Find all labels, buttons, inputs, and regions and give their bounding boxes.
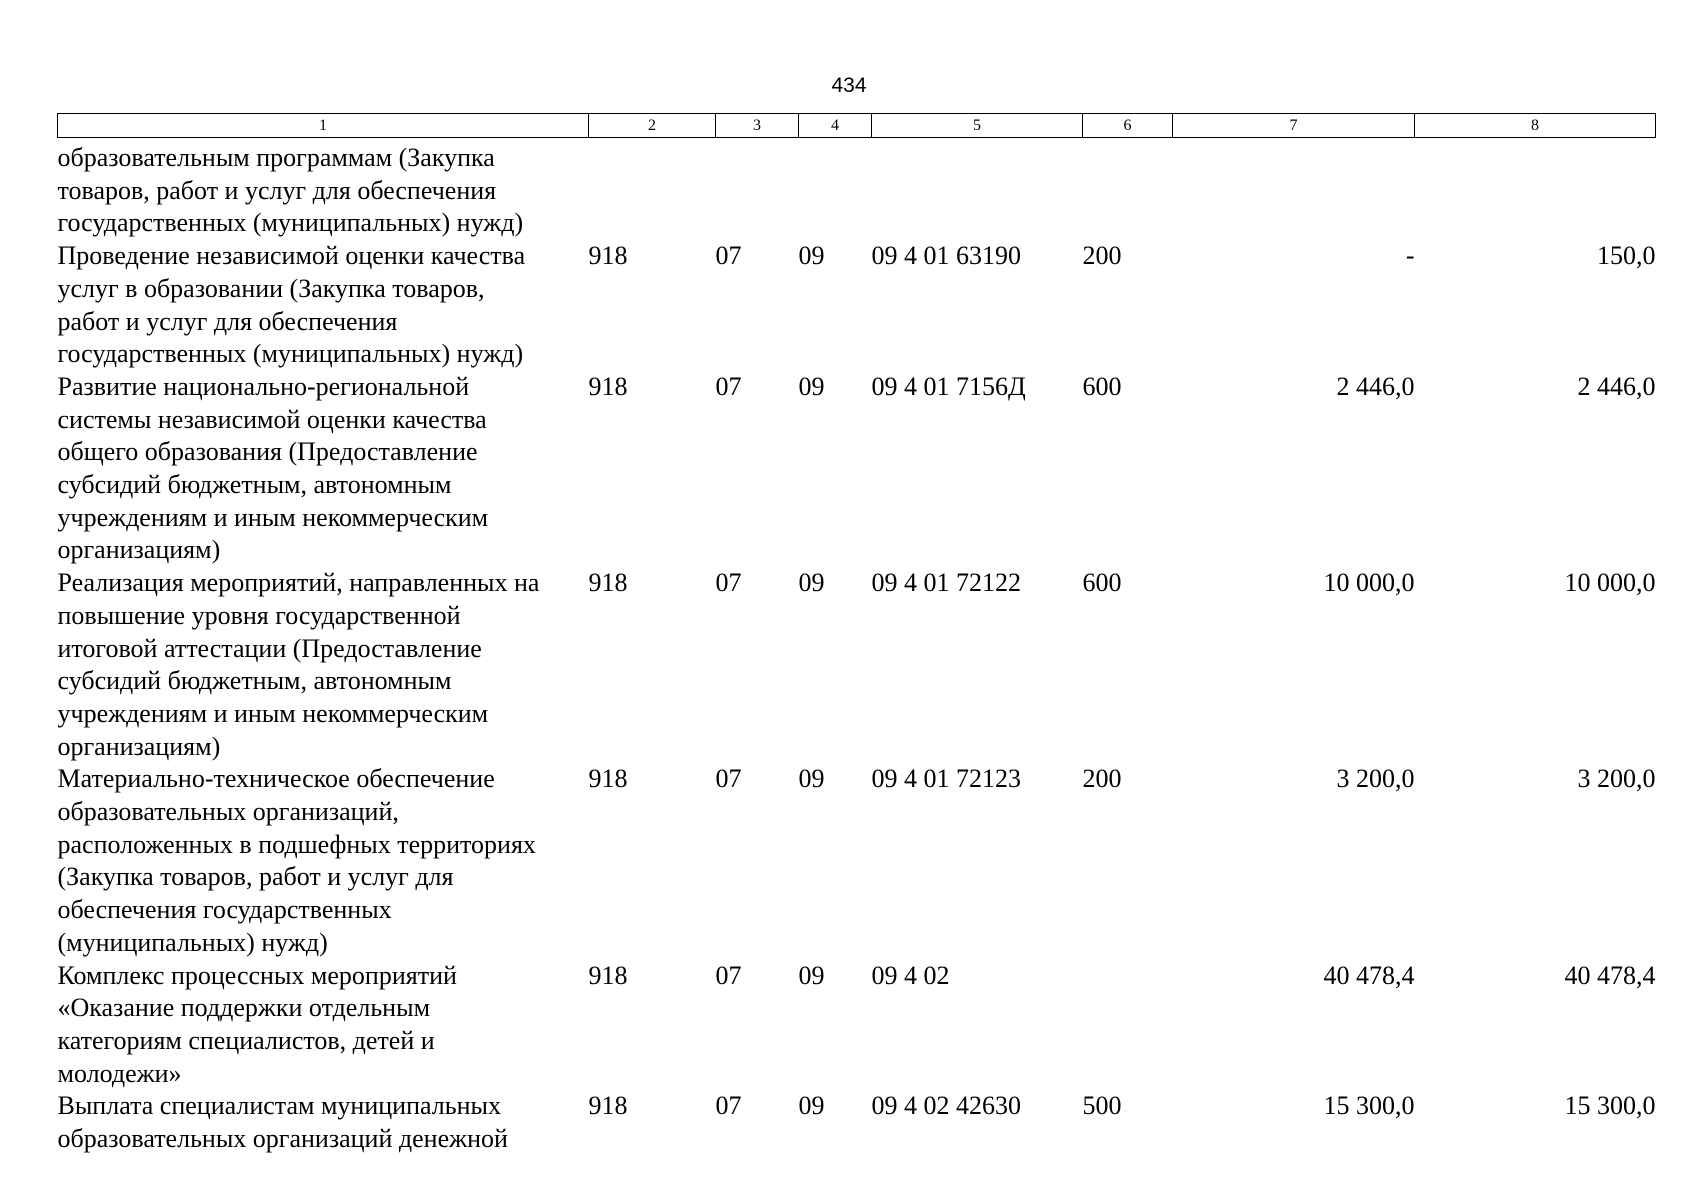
row-name-line: учреждениям и иным некоммерческим <box>57 698 489 728</box>
expense-type-cell: 200 <box>1082 764 1122 794</box>
section-cell: 07 <box>715 960 742 990</box>
row-name <box>58 138 589 241</box>
amount-col7-cell: 40 478,4 <box>1323 960 1415 990</box>
target-article-cell: 09 4 02 <box>871 960 950 990</box>
row-name-line: образовательных организаций, <box>57 797 399 827</box>
row-name <box>58 371 589 567</box>
row-name-line: категориям специалистов, детей и <box>57 1025 435 1055</box>
expense-type-cell <box>1083 138 1173 241</box>
section-cell: 07 <box>715 241 742 271</box>
amount-col7-cell: - <box>1405 241 1415 271</box>
row-name-line: молодежи» <box>57 1058 182 1088</box>
table-row <box>58 371 1656 567</box>
row-name-line: субсидий бюджетным, автономным <box>57 470 452 500</box>
gov-code-cell: 918 <box>588 568 628 598</box>
row-name <box>58 567 589 763</box>
section-cell: 07 <box>715 371 742 401</box>
target-article-cell: 09 4 01 72122 <box>871 568 1021 598</box>
amount-col7-cell <box>1173 138 1415 241</box>
table-row <box>58 567 1656 763</box>
row-name <box>58 763 589 959</box>
amount-col7-cell: 3 200,0 <box>1336 764 1415 794</box>
amount-col8-cell: 40 478,4 <box>1564 960 1656 990</box>
section-cell <box>716 138 799 241</box>
row-name-line: «Оказание поддержки отдельным <box>57 993 431 1023</box>
column-header: 2 <box>589 114 716 138</box>
budget-table <box>57 113 1656 1156</box>
column-number-row <box>58 114 1656 138</box>
table-row <box>58 240 1656 371</box>
row-name-line: Комплекс процессных мероприятий <box>57 960 457 990</box>
table-header <box>58 114 1656 138</box>
subsection-cell: 09 <box>798 960 825 990</box>
row-name-line: Реализация мероприятий, направленных на <box>57 568 540 598</box>
amount-col8-cell: 10 000,0 <box>1564 568 1656 598</box>
row-name <box>58 240 589 371</box>
subsection-cell: 09 <box>798 371 825 401</box>
expense-type-cell: 200 <box>1082 241 1122 271</box>
row-name-line: расположенных в подшефных территориях <box>57 829 536 859</box>
gov-code-cell: 918 <box>588 1091 628 1121</box>
target-article-cell <box>872 138 1083 241</box>
row-name-line: образовательных организаций денежной <box>57 1124 508 1154</box>
row-name-line: системы независимой оценки качества <box>57 404 487 434</box>
row-name-line: услуг в образовании (Закупка товаров, <box>57 273 485 303</box>
amount-col7-cell: 15 300,0 <box>1323 1091 1415 1121</box>
row-name-line: товаров, работ и услуг для обеспечения <box>57 175 497 205</box>
column-header: 3 <box>716 114 799 138</box>
section-cell: 07 <box>715 1091 742 1121</box>
gov-code-cell: 918 <box>588 764 628 794</box>
row-name-line: итоговой аттестации (Предоставление <box>57 633 482 663</box>
amount-col7-cell: 2 446,0 <box>1336 371 1415 401</box>
amount-col7-cell: 10 000,0 <box>1323 568 1415 598</box>
page-number: 434 <box>831 74 867 97</box>
row-name-line: образовательным программам (Закупка <box>57 143 495 172</box>
row-name-line: (Закупка товаров, работ и услуг для <box>57 862 454 892</box>
target-article-cell: 09 4 01 72123 <box>871 764 1021 794</box>
amount-col8-cell: 2 446,0 <box>1577 371 1656 401</box>
table-row <box>58 138 1656 241</box>
gov-code-cell: 918 <box>588 241 628 271</box>
table-body <box>58 138 1656 1156</box>
row-name-line: субсидий бюджетным, автономным <box>57 666 452 696</box>
column-header: 6 <box>1083 114 1173 138</box>
section-cell: 07 <box>715 764 742 794</box>
amount-col8-cell: 15 300,0 <box>1564 1091 1656 1121</box>
expense-type-cell: 500 <box>1082 1091 1122 1121</box>
subsection-cell <box>799 138 872 241</box>
gov-code-cell: 918 <box>588 960 628 990</box>
gov-code-cell <box>589 138 716 241</box>
row-name-line: работ и услуг для обеспечения <box>57 306 398 336</box>
expense-type-cell <box>1083 960 1173 1091</box>
row-name-line: государственных (муниципальных) нужд) <box>57 208 524 238</box>
column-header: 1 <box>58 114 589 138</box>
amount-col8-cell: 150,0 <box>1597 241 1656 271</box>
target-article-cell: 09 4 01 7156Д <box>871 371 1026 401</box>
table-row <box>58 1090 1656 1155</box>
target-article-cell: 09 4 02 42630 <box>871 1091 1021 1121</box>
amount-col8-cell: 3 200,0 <box>1577 764 1656 794</box>
subsection-cell: 09 <box>798 1091 825 1121</box>
amount-col8-cell <box>1415 138 1656 241</box>
row-name-line: Материально-техническое обеспечение <box>57 764 495 794</box>
expense-type-cell: 600 <box>1082 568 1122 598</box>
row-name-line: организациям) <box>57 535 221 565</box>
row-name-line: государственных (муниципальных) нужд) <box>57 339 524 369</box>
row-name <box>58 960 589 1091</box>
row-name-line: повышение уровня государственной <box>57 600 461 630</box>
target-article-cell: 09 4 01 63190 <box>871 241 1021 271</box>
subsection-cell: 09 <box>798 241 825 271</box>
row-name-line: организациям) <box>57 731 221 761</box>
section-cell: 07 <box>715 568 742 598</box>
row-name-line: общего образования (Предоставление <box>57 437 478 467</box>
table-row <box>58 763 1656 959</box>
column-header: 5 <box>872 114 1083 138</box>
table-row <box>58 960 1656 1091</box>
row-name-line: учреждениям и иным некоммерческим <box>57 502 489 532</box>
column-header: 4 <box>799 114 872 138</box>
row-name-line: (муниципальных) нужд) <box>57 927 328 957</box>
row-name-line: Проведение независимой оценки качества <box>57 241 526 271</box>
row-name-line: Развитие национально-региональной <box>57 371 470 401</box>
column-header: 7 <box>1173 114 1415 138</box>
gov-code-cell: 918 <box>588 371 628 401</box>
expense-type-cell: 600 <box>1082 371 1122 401</box>
row-name <box>58 1090 589 1155</box>
row-name-line: обеспечения государственных <box>57 895 392 925</box>
subsection-cell: 09 <box>798 568 825 598</box>
column-header: 8 <box>1415 114 1656 138</box>
row-name-line: Выплата специалистам муниципальных <box>57 1091 501 1121</box>
subsection-cell: 09 <box>798 764 825 794</box>
